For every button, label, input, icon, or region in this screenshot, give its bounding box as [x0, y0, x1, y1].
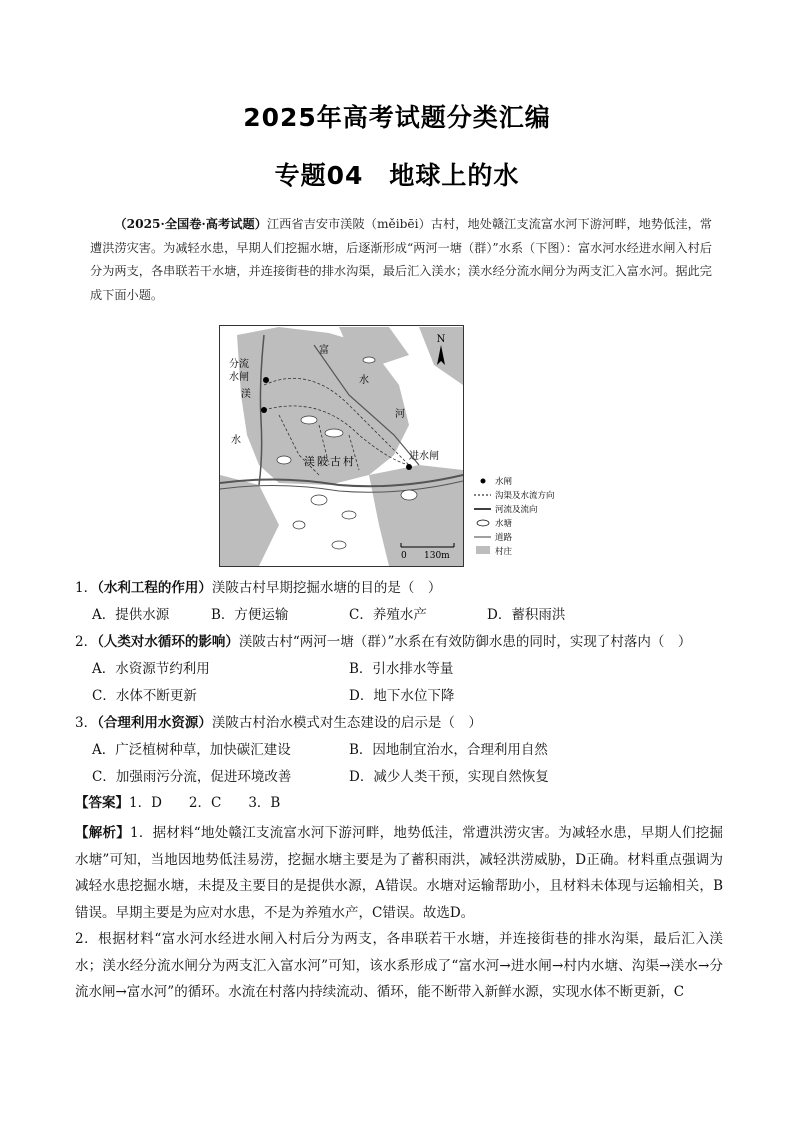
q2-option-d: D．地下水位下降	[349, 688, 455, 704]
legend-channel: 沟渠及水流方向	[495, 491, 555, 501]
legend-gate-symbol	[481, 479, 486, 484]
q2-option-c: C．水体不断更新	[92, 688, 197, 704]
q3-tag: （合理利用水资源）	[97, 715, 212, 731]
label-fu: 富	[319, 345, 329, 356]
label-shui-right: 水	[359, 375, 369, 386]
q2-option-b: B．引水排水等量	[349, 661, 454, 677]
legend-river: 河流及流向	[495, 505, 538, 515]
north-label: N	[436, 334, 446, 345]
document-subtitle	[0, 156, 794, 192]
q3-stem: 渼陂古村治水模式对生态建设的启示是（ ）	[211, 715, 482, 731]
q1-option-b: B．方便运输	[211, 607, 289, 623]
q3-option-d: D．减少人类干预，实现自然恢复	[349, 769, 549, 785]
q3-option-b: B．因地制宜治水，合理利用自然	[349, 742, 548, 758]
intro-text: 江西省吉安市渼陂（měibēi）古村，地处赣江支流富水河下游河畔，地势低洼，常遭洪涝灾害。为减轻水患，早期人们挖掘水塘，后逐渐形成“两河一塘（群）”水系（下图）：富水河水经进水闸入村后分为两支，各串联若干水塘，并连接街巷的排水沟渠，最后汇入渼水；渼水经分流水闸分为两支汇入富水河。据此完成下面小题。	[90, 217, 712, 302]
q2-number: 2．	[75, 634, 98, 650]
q2-option-a: A．水资源节约利用	[92, 661, 210, 677]
scale-distance: 130m	[424, 551, 450, 561]
map-legend	[474, 476, 555, 557]
q2-tag: （人类对水循环的影响）	[97, 634, 239, 650]
label-mei: 渼	[241, 389, 251, 400]
analysis-label: 【解析】	[75, 825, 130, 841]
legend-pond: 水塘	[495, 519, 513, 529]
q1-number: 1．	[75, 580, 98, 596]
q1-tag: （水利工程的作用）	[97, 580, 212, 596]
label-he: 河	[395, 409, 405, 420]
intro-paragraph	[90, 213, 712, 307]
q1-option-d: D．蓄积雨洪	[487, 607, 566, 623]
legend-road: 道路	[495, 533, 513, 543]
legend-village-symbol	[476, 546, 490, 554]
question-1	[75, 578, 735, 598]
question-3	[75, 713, 735, 733]
analysis-p1-text: 1．据材料“地处赣江支流富水河下游河畔，地势低洼，常遭洪涝灾害。为减轻水患，早期人们挖掘水塘”可知，当地因地势低洼易涝，挖掘水塘主要是为了蓄积雨洪，减轻洪涝威胁，D正确。材料重点强调为减轻水患挖掘水塘，未提及主要目的是提供水源，A错误。水塘对运输帮助小，且材料未体现与运输相关，B错误。早期主要是为应对水患，不是为养殖水产，C错误。故选D。	[75, 825, 723, 921]
legend-pond-symbol	[477, 520, 489, 526]
analysis-paragraph-1	[75, 820, 723, 926]
analysis-block	[75, 820, 723, 1006]
topic-number: 专题04	[274, 161, 364, 190]
q3-option-a: A．广泛植树种草，加快碳汇建设	[92, 742, 291, 758]
answer-line	[75, 793, 723, 813]
q3-option-c: C．加强雨污分流，促进环境改善	[92, 769, 292, 785]
document-title: 2025年高考试题分类汇编	[243, 103, 551, 132]
scale-zero: 0	[401, 551, 407, 561]
label-fenliu-2: 水闸	[229, 372, 249, 383]
label-fenliu-1: 分流	[229, 359, 249, 370]
q1-stem: 渼陂古村早期挖掘水塘的目的是（ ）	[211, 580, 442, 596]
analysis-paragraph-2: 2．根据材料“富水河水经进水闸入村后分为两支，各串联若干水塘，并连接街巷的排水沟渠，最后汇入渼水；渼水经分流水闸分为两支汇入富水河”可知，该水系形成了“富水河→进水闸→村内水塘、沟渠→渼水→分流水闸→富水河”的循环。水流在村落内持续流动、循环，能不断带入新鲜水源，实现水体不断更新，C	[75, 931, 723, 1000]
q1-option-c: C．养殖水产	[349, 607, 427, 623]
village-water-map	[219, 325, 575, 567]
legend-village: 村庄	[495, 547, 513, 557]
label-jinshui: 进水闸	[409, 451, 439, 462]
label-village: 渼陂古村	[304, 455, 356, 468]
q3-number: 3．	[75, 715, 98, 731]
question-2	[75, 632, 735, 652]
label-shui-left: 水	[231, 435, 241, 446]
topic-name: 地球上的水	[389, 161, 520, 190]
q1-option-a: A．提供水源	[92, 607, 170, 623]
intro-source: （2025·全国卷·高考试题）	[114, 217, 267, 231]
answer-text: 1．D 2．C 3．B	[129, 795, 281, 811]
legend-gate: 水闸	[495, 477, 513, 487]
q2-stem: 渼陂古村“两河一塘（群）”水系在有效防御水患的同时，实现了村落内（ ）	[238, 634, 692, 650]
answer-label: 【答案】	[75, 795, 129, 811]
